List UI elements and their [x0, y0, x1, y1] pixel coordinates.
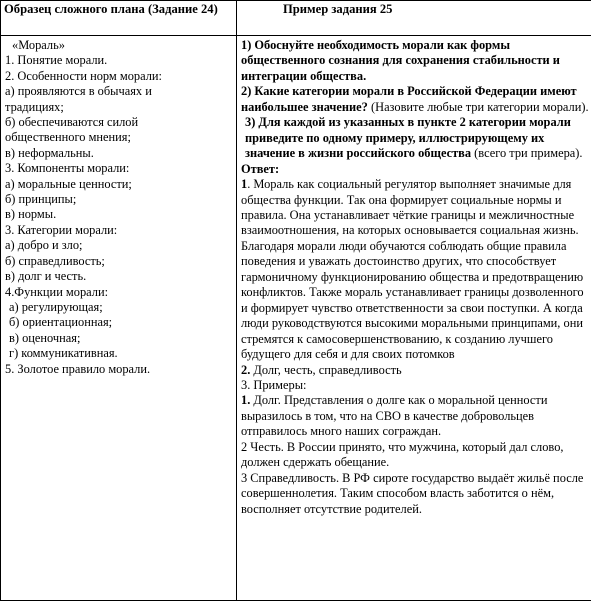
plan-line: 5. Золотое правило морали.	[5, 361, 151, 376]
example-1-text: Долг. Представления о долге как о моральной ценности выразилось в том, что на СВО в качестве добровольцев отправилось много наших сограждан.	[241, 393, 548, 439]
header-row	[1, 1, 591, 36]
plan-line: 2. Особенности норм морали:	[5, 68, 162, 83]
plan-line: в) нормы.	[5, 207, 57, 222]
question-2-note: (Назовите любые три категории морали).	[367, 99, 589, 114]
left-header-title: Образец сложного плана (Задание 24)	[4, 2, 218, 16]
plan-line: в) долг и честь.	[5, 269, 87, 284]
plan-line: общественного мнения;	[5, 130, 131, 145]
plan-line: 3. Категории морали:	[5, 222, 118, 237]
plan-line: 3. Компоненты морали:	[5, 161, 130, 176]
content-row	[1, 36, 591, 601]
answer-1-number: 1	[241, 177, 248, 192]
plan-line: 1. Понятие морали.	[5, 53, 108, 68]
plan-line: 4.Функции морали:	[5, 284, 109, 299]
plan-line: в) неформальны.	[5, 145, 94, 160]
question-1	[241, 38, 589, 84]
question-3-bold: 3) Для каждой из указанных в пункте 2 категории морали приведите по одному примеру, иллюстрирующему их значение в жизни российского общества	[245, 115, 571, 161]
question-2-bold: 2) Какие категории морали в Российской Федерации имеют наибольшее значение?	[241, 84, 577, 114]
answer-3-text: 3. Примеры:	[241, 377, 307, 392]
plan-line: б) справедливость;	[5, 253, 105, 268]
left-header-cell	[1, 1, 237, 36]
example-1	[241, 393, 589, 439]
plan-line: б) обеспечиваются силой	[5, 115, 139, 130]
right-header-cell	[237, 1, 591, 36]
example-1-number: 1.	[241, 393, 251, 408]
answer-2-number: 2.	[241, 362, 251, 377]
answer-label	[241, 162, 589, 177]
answer-1	[241, 177, 589, 362]
answer-2	[241, 363, 589, 378]
question-3	[241, 115, 589, 161]
answer-2-text: Долг, честь, справедливость	[250, 362, 402, 377]
example-2-text: 2 Честь. В России принято, что мужчина, который дал слово, должен сдержать обещание.	[241, 439, 564, 470]
plan-line: г) коммуникативная.	[9, 346, 118, 361]
answer-3	[241, 378, 589, 393]
plan-line: б) принципы;	[5, 192, 77, 207]
example-3	[241, 471, 589, 517]
right-header-title: Пример задания 25	[283, 2, 393, 16]
example-2	[241, 440, 589, 471]
question-3-note: (всего три примера).	[471, 146, 583, 161]
plan-line: а) добро и зло;	[5, 238, 83, 253]
plan-line: традициях;	[5, 99, 64, 114]
task-cell	[237, 36, 591, 601]
plan-line: а) моральные ценности;	[5, 176, 132, 191]
plan-line: а) проявляются в обычаях и	[5, 84, 152, 99]
plan-line: в) оценочная;	[9, 330, 81, 345]
answer-1-text: . Мораль как социальный регулятор выполняет значимые для общества функции. Так она формирует социальные нормы и правила. Она устанавливает чёткие границы и межличностные взаимоотношения, на которых основывается социальная жизнь. Благодаря морали люди обучаются соблюдать общие правила поведения и уважать достоинство других, что способствует гармоничному функционированию общества и предотвращению конфликтов. Также мораль устанавливает границы дозволенного и формирует чувство ответственности за свои поступки. А когда люди руководствуются высокими моральными принципами, они стремятся к самосовершенствованию, к созданию лучшего будущего для себя и для своих потомков	[241, 177, 584, 362]
question-2	[241, 84, 589, 115]
example-3-text: 3 Справедливость. В РФ сироте государство выдаёт жильё после совершеннолетия. Таким способом власть заботится о нём, восполняет отсутствие родителей.	[241, 470, 584, 516]
plan-line: а) регулирующая;	[9, 299, 103, 314]
plan-line: б) ориентационная;	[9, 315, 113, 330]
plan-cell	[1, 36, 237, 601]
plan-topic: «Мораль»	[12, 38, 65, 52]
answer-label-text: Ответ:	[241, 161, 280, 176]
question-1-text: 1) Обоснуйте необходимость морали как формы общественного сознания для сохранения стабильности и интеграции общества.	[241, 38, 560, 83]
